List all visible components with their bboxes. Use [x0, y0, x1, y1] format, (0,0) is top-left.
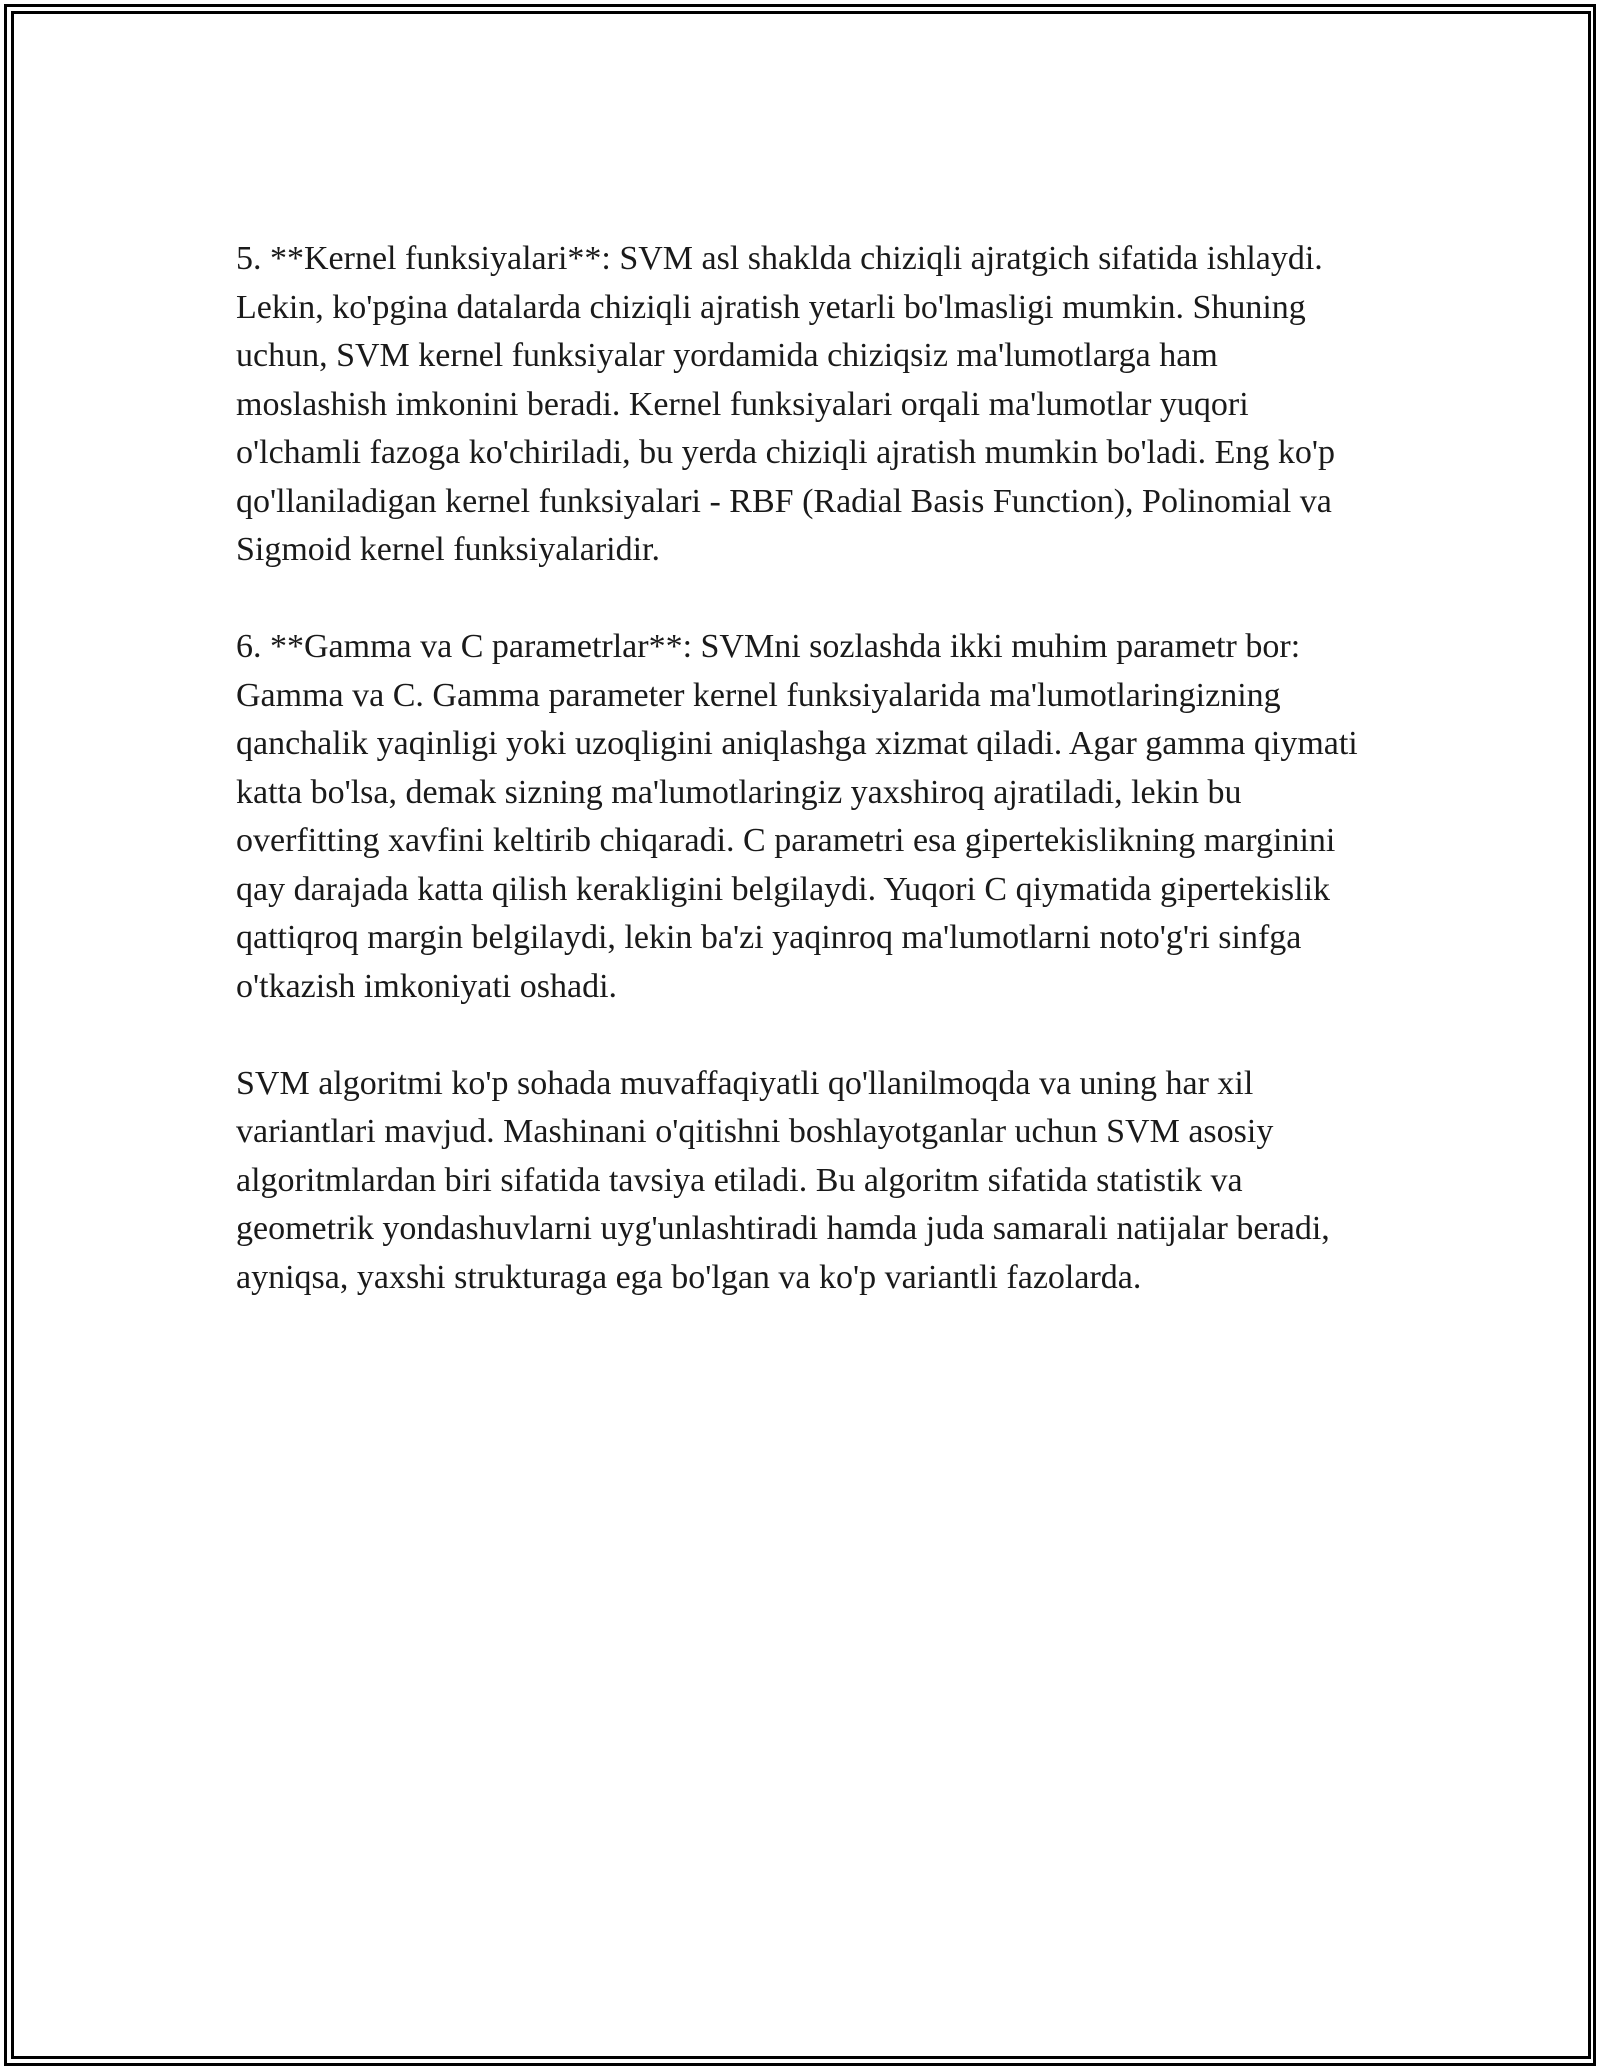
- paragraph-kernel-functions: 5. **Kernel funksiyalari**: SVM asl shaklda chiziqli ajratgich sifatida ishlaydi. Lekin, ko'pgina datalarda chiziqli ajratish yetarli bo'lmasligi mumkin. Shuning uchun, SVM kernel funksiyalar yordamida chiziqsiz ma'lumotlarga ham moslashish imkonini beradi. Kernel funksiyalari orqali ma'lumotlar yuqori o'lchamli fazoga ko'chiriladi, bu yerda chiziqli ajratish mumkin bo'ladi. Eng ko'p qo'llaniladigan kernel funksiyalari - RBF (Radial Basis Function), Polinomial va Sigmoid kernel funksiyalaridir.: [236, 240, 1335, 568]
- paragraph-svm-summary: SVM algoritmi ko'p sohada muvaffaqiyatli qo'llanilmoqda va uning har xil variantlari mavjud. Mashinani o'qitishni boshlayotganlar uchun SVM asosiy algoritmlardan biri sifatida tavsiya etiladi. Bu algoritm sifatida statistik va geometrik yondashuvlarni uyg'unlashtiradi hamda juda samarali natijalar beradi, ayniqsa, yaxshi strukturaga ega bo'lgan va ko'p variantli fazolarda.: [236, 1064, 1330, 1296]
- paragraph-gamma-c-parameters: 6. **Gamma va C parametrlar**: SVMni sozlashda ikki muhim parametr bor: Gamma va C. Gamma parameter kernel funksiyalarida ma'lumotlaringizning qanchalik yaqinligi yoki uzoqligini aniqlashga xizmat qiladi. Agar gamma qiymati katta bo'lsa, demak sizning ma'lumotlaringiz yaxshiroq ajratiladi, lekin bu overfitting xavfini keltirib chiqaradi. C parametri esa gipertekislikning marginini qay darajada katta qilish kerakligini belgilaydi. Yuqori C qiymatida gipertekislik qattiqroq margin belgilaydi, lekin ba'zi yaqinroq ma'lumotlarni noto'g'ri sinfga o'tkazish imkoniyati oshadi.: [236, 628, 1358, 1005]
- document-body: [236, 235, 1371, 1351]
